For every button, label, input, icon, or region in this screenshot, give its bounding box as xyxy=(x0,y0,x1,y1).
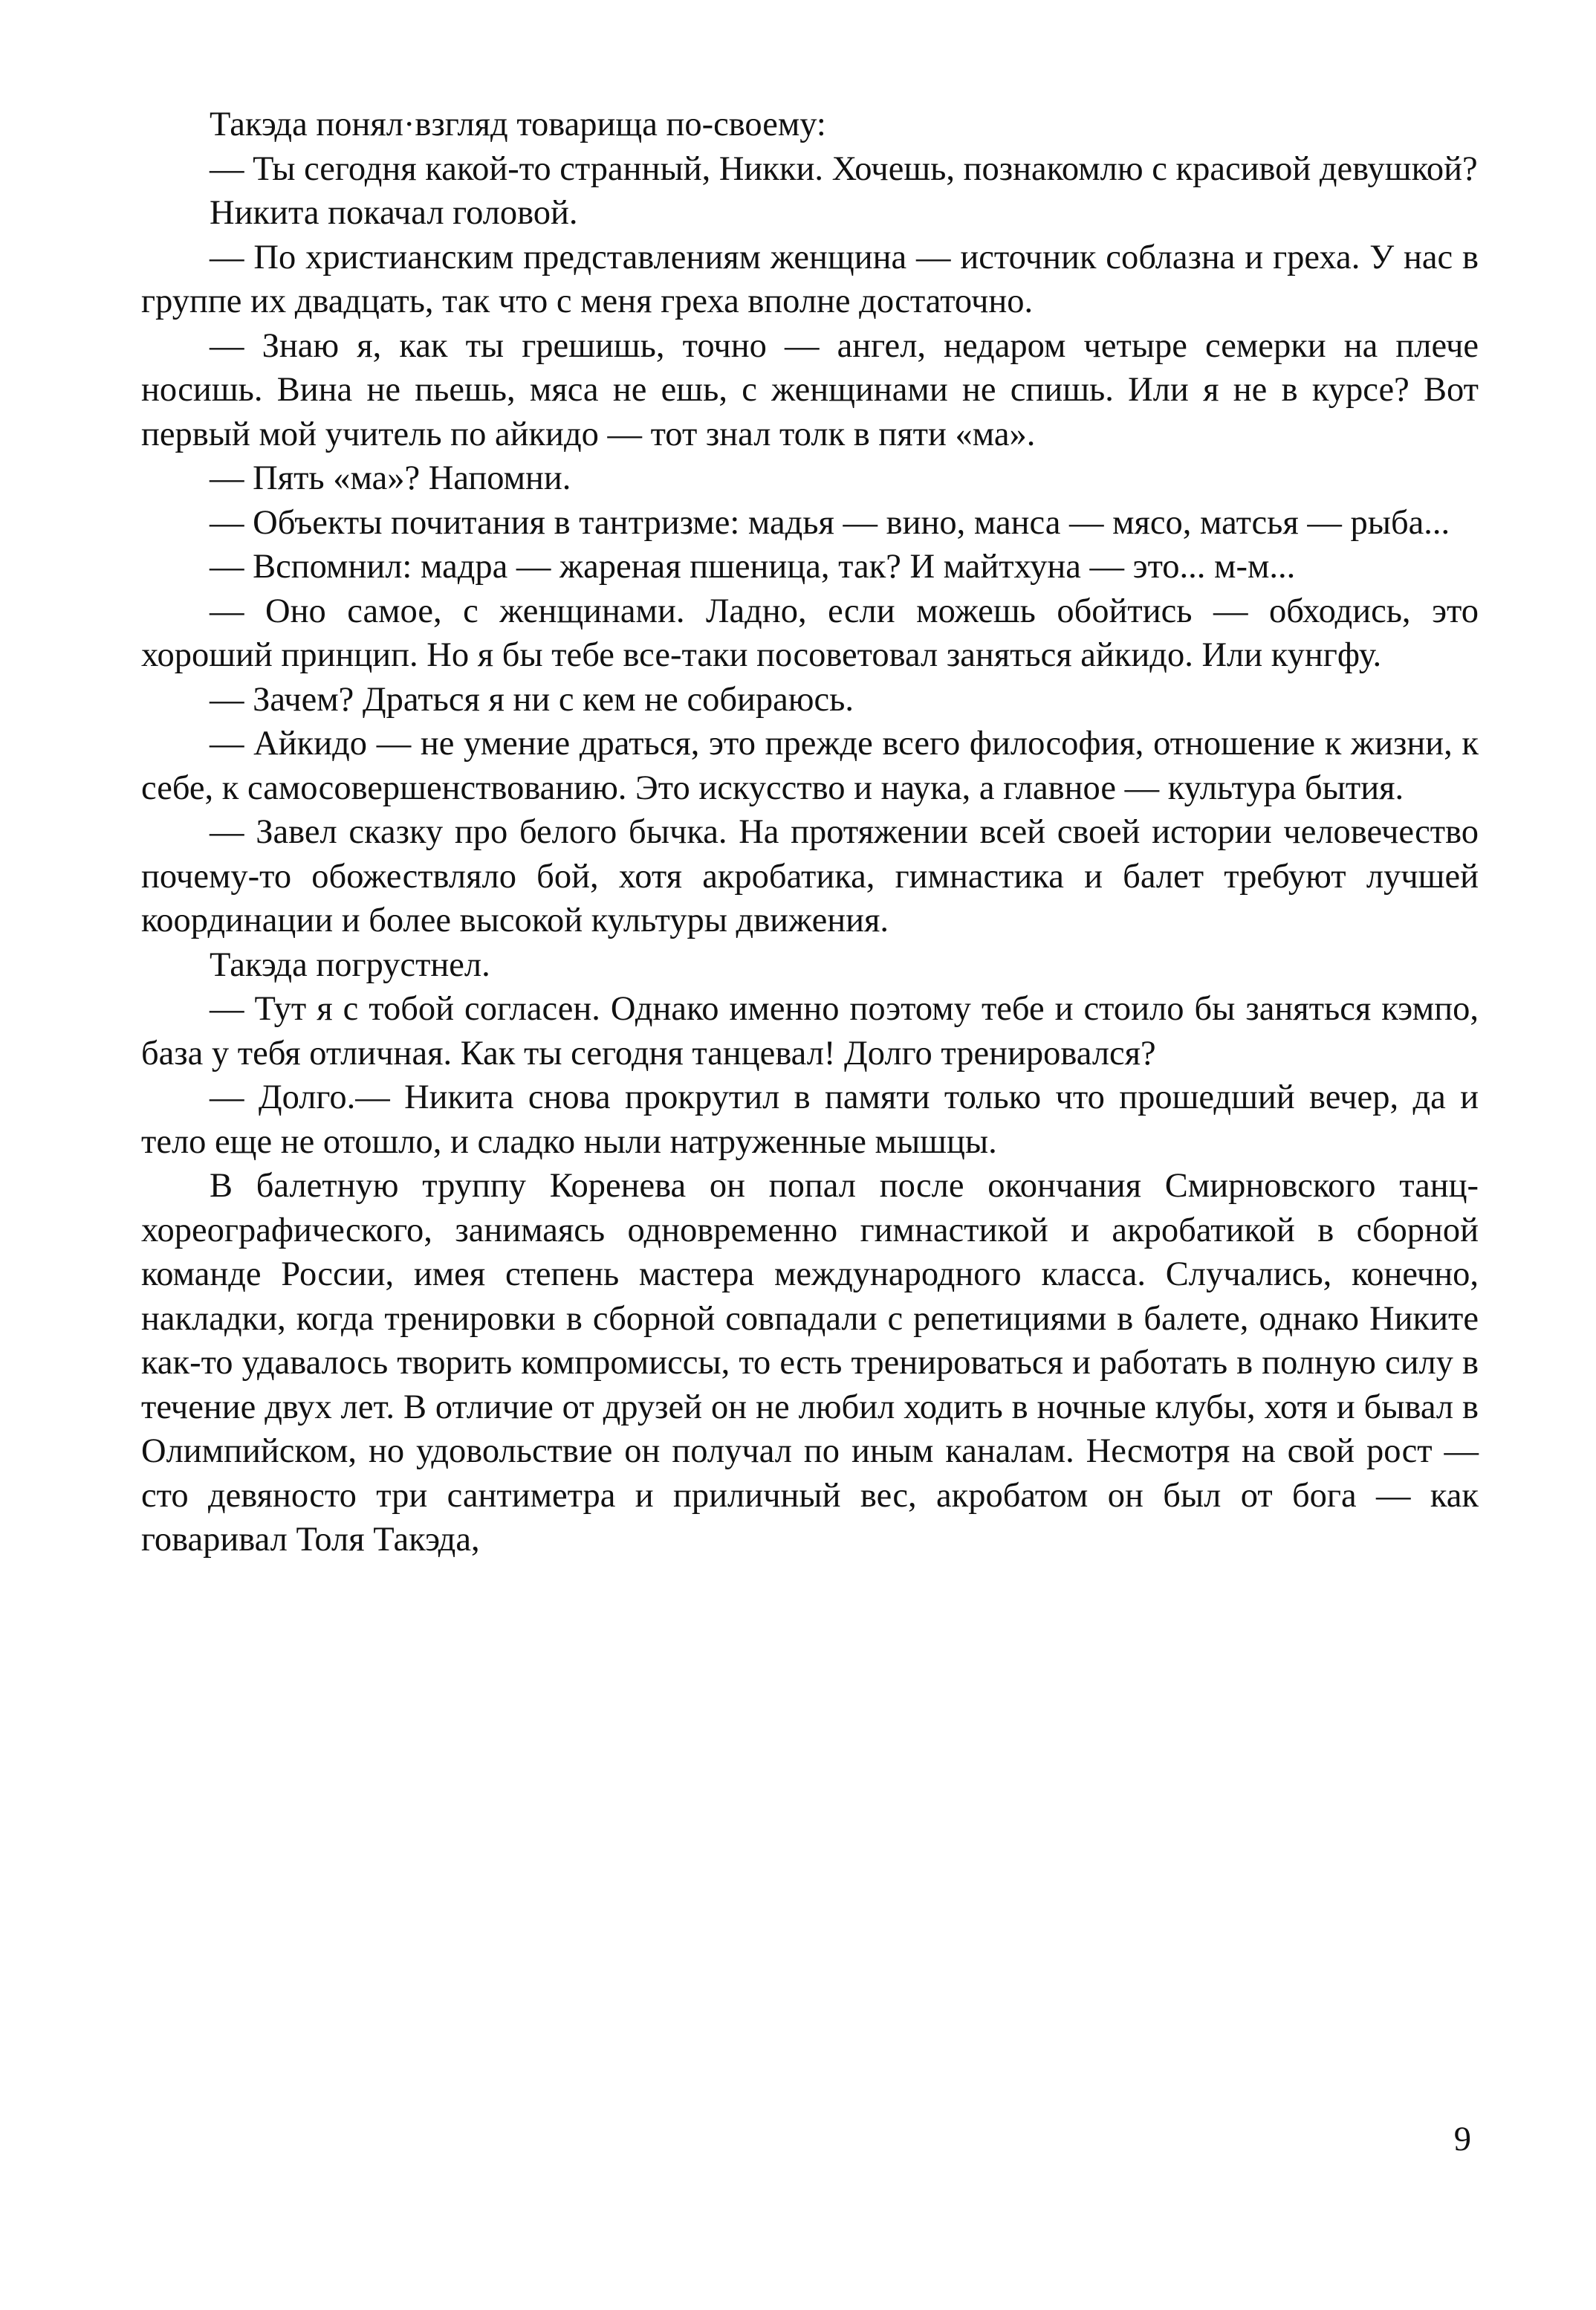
paragraph-7: — Объекты почитания в тантризме: мадья — вино, манса — мясо, матсья — рыба... xyxy=(210,503,1450,542)
paragraph-5: — Знаю я, как ты грешишь, точно — ангел, недаром четыре семерки на плече носишь. Вина не пьешь, мяса не ешь, с женщинами не спишь. Или я не в курсе? Вот первый мой учитель по айкидо — тот знал толк в пяти «ма». xyxy=(141,326,1479,453)
body-text xyxy=(141,103,1479,1562)
paragraph-15: — Долго.— Никита снова прокрутил в памяти только что прошедший вечер, да и тело еще не отошло, и сладко ныли натруженные мышцы. xyxy=(141,1078,1479,1161)
paragraph-11: — Айкидо — не умение драться, это прежде всего философия, отношение к жизни, к себе, к самосовершенствованию. Это искусство и наука, а главное — культура бытия. xyxy=(141,725,1479,807)
paragraph-10: — Зачем? Драться я ни с кем не собираюсь. xyxy=(210,680,854,719)
paragraph-12: — Завел сказку про белого бычка. На протяжении всей своей истории человечество почему-то обожествляло бой, хотя акробатика, гимнастика и балет требуют лучшей координации и более высокой культуры движения. xyxy=(141,813,1479,939)
page-number: 9 xyxy=(1453,2120,1471,2158)
paragraph-16: В балетную труппу Коренева он попал после окончания Смирновского танц-хореографического, занимаясь одновременно гимнастикой и акробатикой в сборной команде России, имея степень мастера международного класса. Случались, конечно, накладки, когда тренировки в сборной совпадали с репетициями в балете, однако Никите как-то удавалось творить компромиссы, то есть тренироваться и работать в полную силу в течение двух лет. В отличие от друзей он не любил ходить в ночные клубы, хотя и бывал в Олимпийском, но удовольствие он получал по иным каналам. Несмотря на свой рост — сто девяносто три сантиметра и приличный вес, акробатом он был от бога — как говаривал Толя Такэда, xyxy=(141,1167,1479,1559)
paragraph-4: — По христианским представлениям женщина — источник соблазна и греха. У нас в группе их двадцать, так что с меня греха вполне достаточно. xyxy=(141,238,1479,320)
paragraph-6: — Пять «ма»? Напомни. xyxy=(210,459,571,497)
paragraph-3: Никита покачал головой. xyxy=(210,194,578,232)
paragraph-8: — Вспомнил: мадра — жареная пшеница, так? И майтхуна — это... м-м... xyxy=(210,548,1296,586)
paragraph-14: — Тут я с тобой согласен. Однако именно поэтому тебе и стоило бы заняться кэмпо, база у тебя отличная. Как ты сегодня танцевал! Долго тренировался? xyxy=(141,990,1479,1072)
paragraph-13: Такэда погрустнел. xyxy=(210,945,490,984)
paragraph-1: Такэда понял·взгляд товарища по-своему: xyxy=(210,106,826,143)
paragraph-9: — Оно самое, с женщинами. Ладно, если можешь обойтись — обходись, это хороший принцип. Но я бы тебе все-таки посоветовал заняться айкидо. Или кунгфу. xyxy=(141,592,1479,674)
paragraph-2: — Ты сегодня какой-то странный, Никки. Хочешь, познакомлю с красивой девушкой? xyxy=(210,149,1478,188)
